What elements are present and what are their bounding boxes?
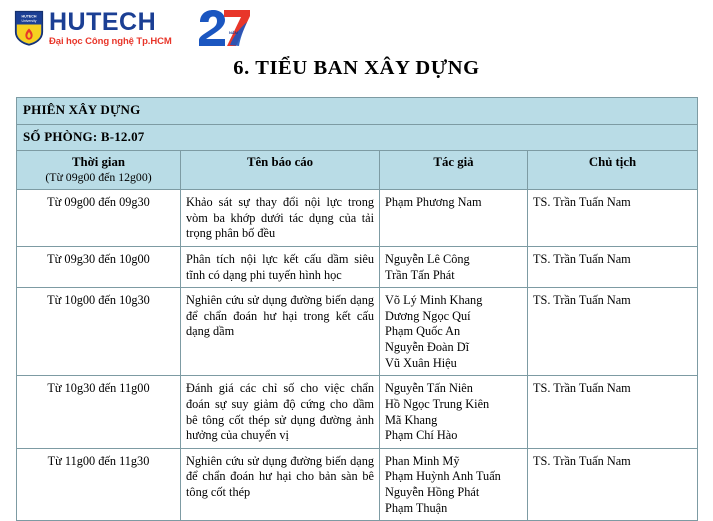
cell-report-title: Khảo sát sự thay đổi nội lực trong vòm ba khớp dưới tác dụng của tải trọng phân bố đều <box>181 190 380 247</box>
column-header-time <box>17 151 181 190</box>
page-title: 6. TIỂU BAN XÂY DỰNG <box>233 57 480 79</box>
column-header-row <box>17 151 698 190</box>
cell-report-title: Đánh giá các chỉ số cho việc chẩn đoán sự suy giảm độ cứng cho dầm bê tông cốt thép sử dụng đường ảnh hưởng của chuyển vị <box>181 376 380 448</box>
logo-bar <box>14 4 256 52</box>
cell-time: Từ 11g00 đến 11g30 <box>17 448 181 520</box>
svg-text:NĂM: NĂM <box>228 30 238 35</box>
cell-chair <box>528 288 698 376</box>
cell-report-title: Nghiên cứu sử dụng đường biến dạng để chẩn đoán hư hại trong kết cấu dạng dầm <box>181 288 380 376</box>
chair-name: TS. Trần Tuấn Nam <box>533 453 631 468</box>
column-header-time-main: Thời gian <box>72 155 125 169</box>
author-name: Võ Lý Minh Khang <box>385 293 483 308</box>
cell-report-title: Phân tích nội lực kết cấu dầm siêu tĩnh có dạng phi tuyến hình học <box>181 247 380 288</box>
cell-chair <box>528 448 698 520</box>
svg-text:HUTECH: HUTECH <box>21 14 37 19</box>
cell-authors <box>380 288 528 376</box>
cell-time: Từ 10g00 đến 10g30 <box>17 288 181 376</box>
cell-authors <box>380 376 528 448</box>
table-row <box>17 448 698 520</box>
cell-authors <box>380 247 528 288</box>
hutech-word: HUTECH <box>49 7 157 36</box>
chair-name: TS. Trần Tuấn Nam <box>533 195 631 210</box>
schedule-table <box>16 97 698 521</box>
hutech-tagline: Đại học Công nghệ Tp.HCM <box>49 35 172 47</box>
session-room-cell: SỐ PHÒNG: B-12.07 <box>17 124 698 151</box>
cell-report-title: Nghiên cứu sử dụng đường biến dạng để chẩn đoán hư hại cho bản sàn bê tông cốt thép <box>181 448 380 520</box>
session-name-row <box>17 98 698 125</box>
author-name: Dương Ngọc Quí <box>385 308 471 323</box>
author-name: Nguyễn Hồng Phát <box>385 484 480 499</box>
column-header-authors: Tác giả <box>380 151 528 190</box>
column-header-chair: Chủ tịch <box>528 151 698 190</box>
author-name: Mã Khang <box>385 412 438 427</box>
schedule-rows <box>17 190 698 521</box>
cell-authors <box>380 448 528 520</box>
chair-name: TS. Trần Tuấn Nam <box>533 252 631 267</box>
cell-chair <box>528 247 698 288</box>
author-name: Phạm Thuận <box>385 500 448 515</box>
hutech-wordmark <box>49 7 172 47</box>
session-name-cell: PHIÊN XÂY DỰNG <box>17 98 698 125</box>
author-name: Phan Minh Mỹ <box>385 453 460 468</box>
hutech-logo <box>14 7 172 47</box>
schedule-table-wrapper <box>16 97 697 521</box>
cell-authors <box>380 190 528 247</box>
column-header-report: Tên báo cáo <box>181 151 380 190</box>
cell-time: Từ 09g00 đến 09g30 <box>17 190 181 247</box>
author-name: Vũ Xuân Hiệu <box>385 355 457 370</box>
table-row <box>17 288 698 376</box>
author-name: Nguyễn Lê Công <box>385 252 470 267</box>
column-header-time-sub: (Từ 09g00 đến 12g00) <box>45 170 152 185</box>
svg-text:University: University <box>21 19 37 23</box>
author-name: Nguyễn Tấn Niên <box>385 381 473 396</box>
anniversary-27-logo-icon <box>194 7 256 49</box>
author-name: Phạm Phương Nam <box>385 195 482 210</box>
hutech-shield-icon <box>14 10 44 46</box>
author-name: Trần Tấn Phát <box>385 267 455 282</box>
author-name: Phạm Chí Hào <box>385 428 458 443</box>
chair-name: TS. Trần Tuấn Nam <box>533 293 631 308</box>
author-name: Nguyễn Đoàn Dĩ <box>385 340 470 355</box>
table-row <box>17 376 698 448</box>
cell-time: Từ 09g30 đến 10g00 <box>17 247 181 288</box>
author-name: Hồ Ngọc Trung Kiên <box>385 396 490 411</box>
table-row <box>17 247 698 288</box>
table-row <box>17 190 698 247</box>
cell-time: Từ 10g30 đến 11g00 <box>17 376 181 448</box>
cell-chair <box>528 376 698 448</box>
chair-name: TS. Trần Tuấn Nam <box>533 381 631 396</box>
author-name: Phạm Quốc An <box>385 324 461 339</box>
cell-chair <box>528 190 698 247</box>
session-room-row <box>17 124 698 151</box>
author-name: Phạm Huỳnh Anh Tuấn <box>385 469 501 484</box>
